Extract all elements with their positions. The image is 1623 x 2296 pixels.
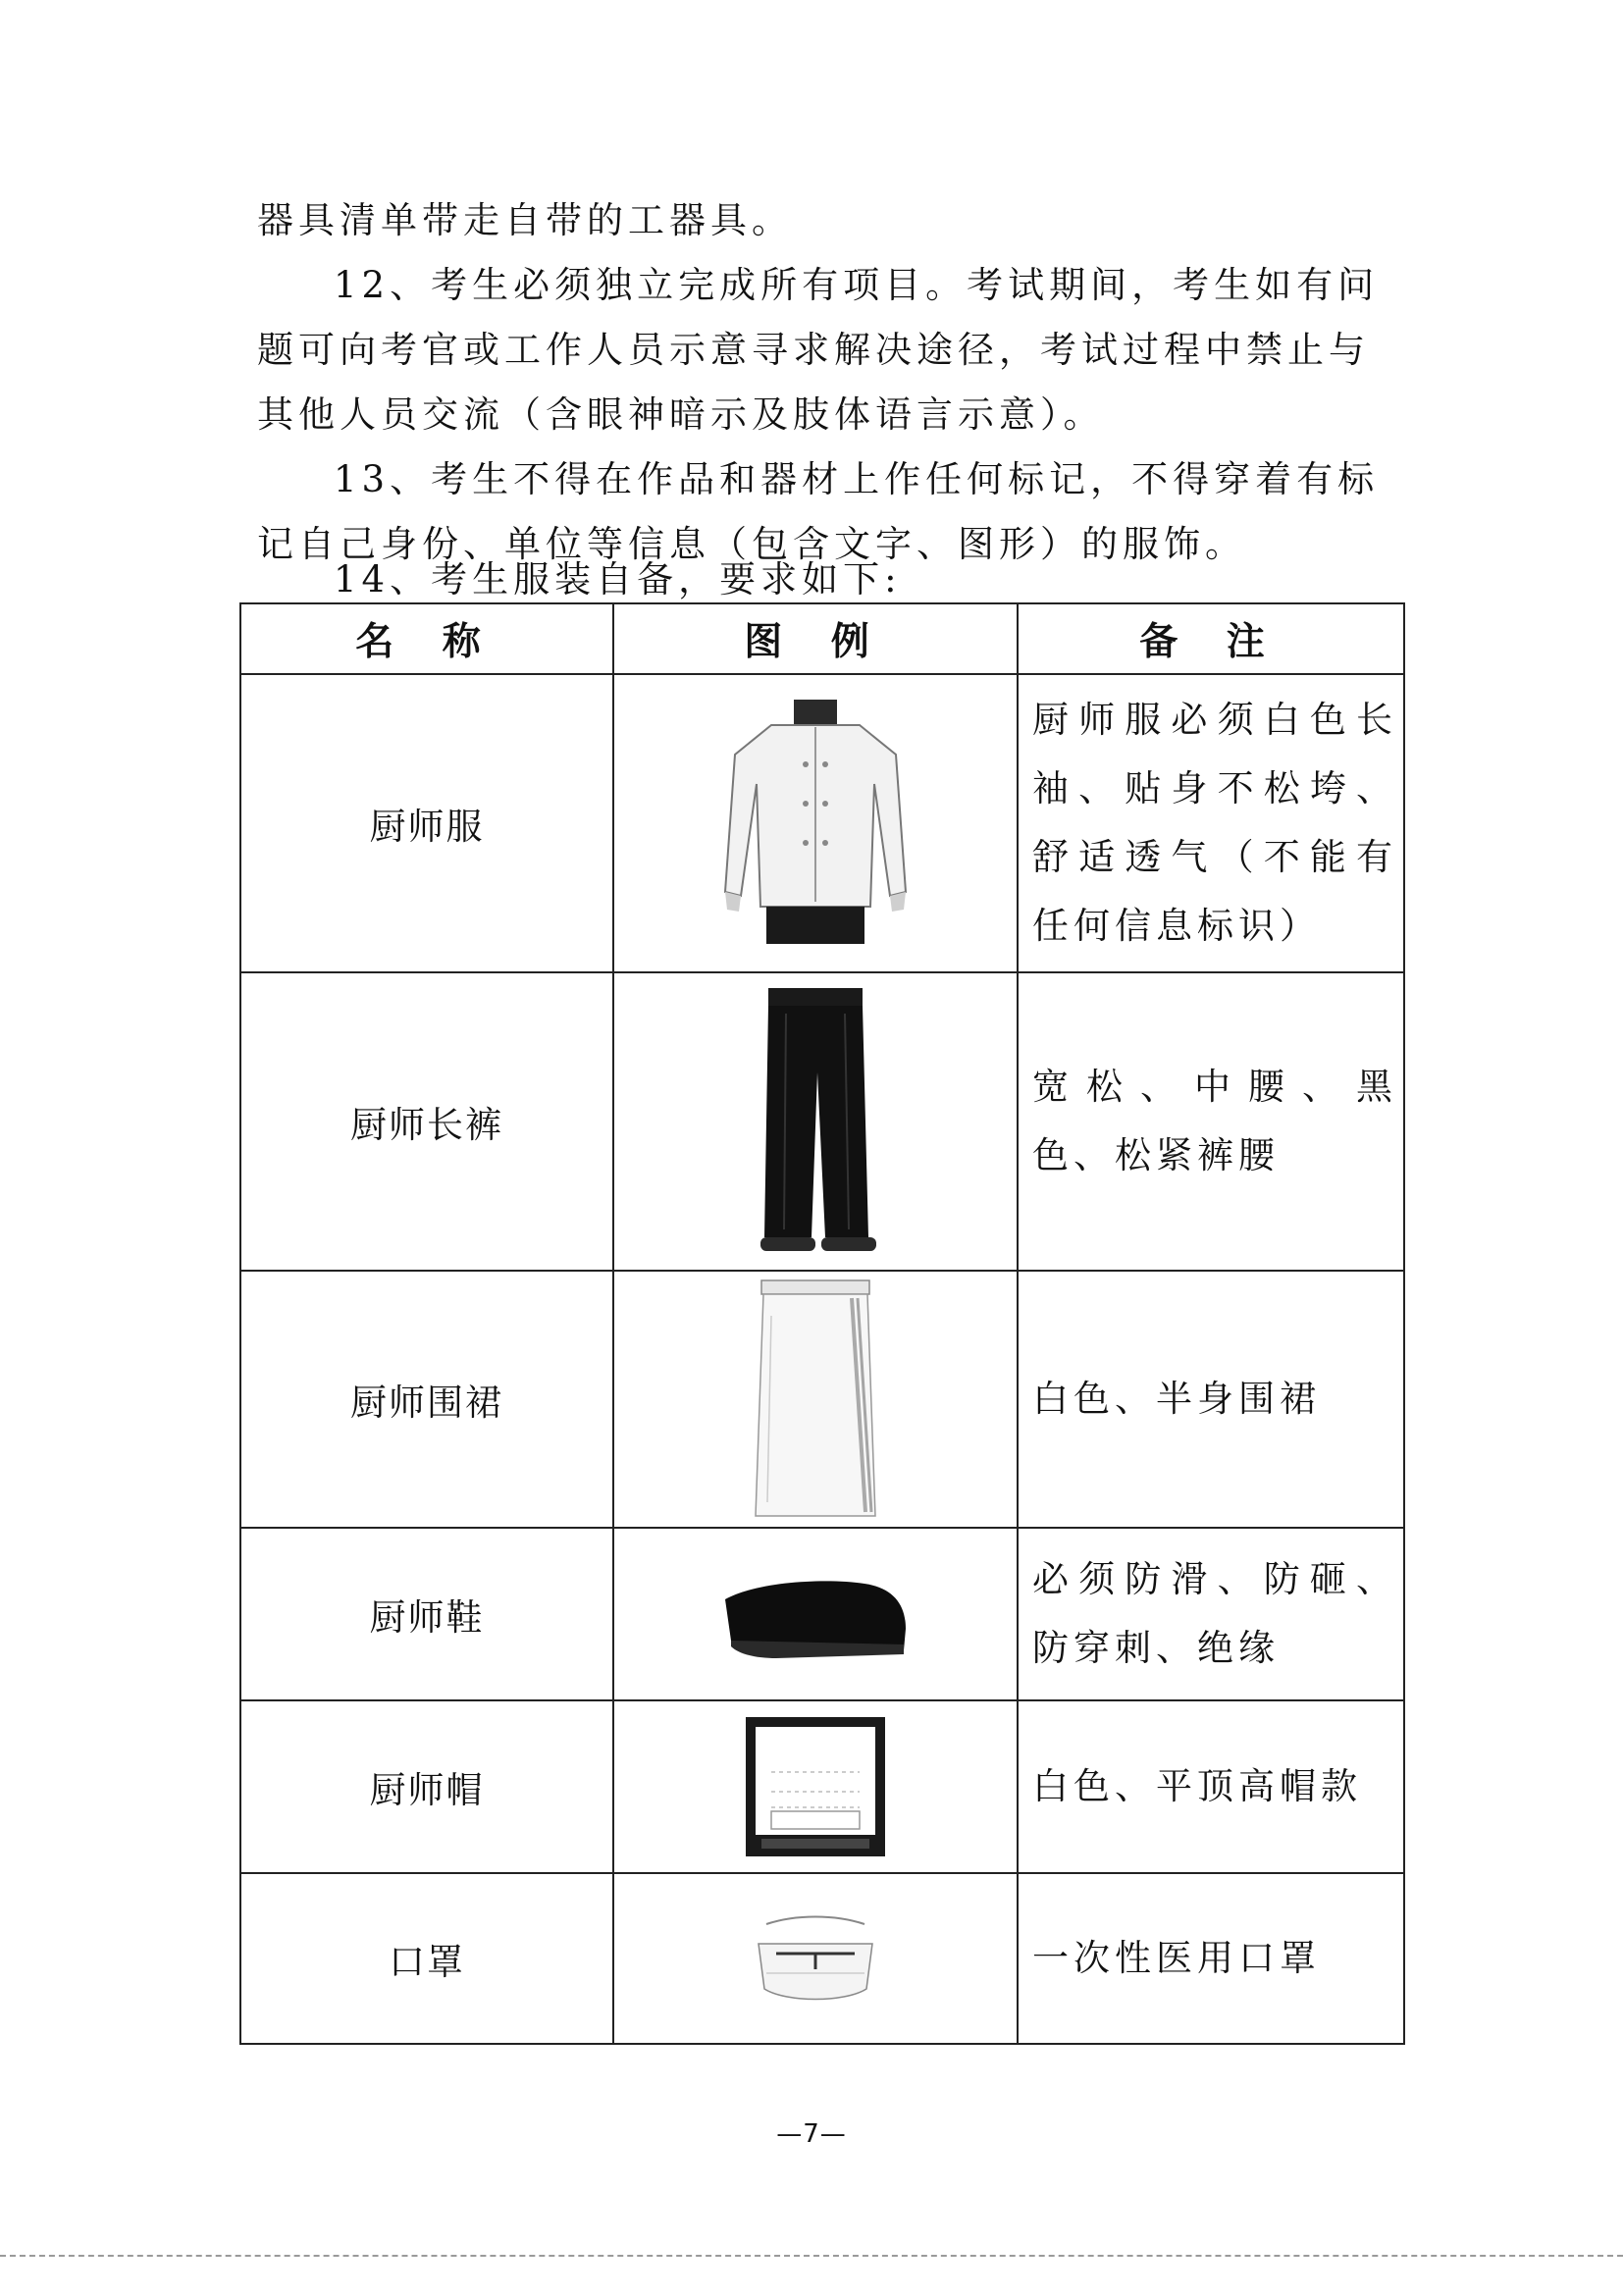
table-row	[240, 972, 1404, 1271]
chef-hat-icon	[742, 1713, 889, 1860]
item-note: 厨师服必须白色长袖、贴身不松垮、舒适透气（不能有任何信息标识）	[1018, 674, 1404, 972]
item-note: 宽松、中腰、黑色、松紧裤腰	[1018, 972, 1404, 1271]
chef-trousers-icon	[747, 984, 884, 1259]
table-row	[240, 1700, 1404, 1873]
header-note: 备 注	[1018, 603, 1404, 674]
chef-shoe-icon	[717, 1560, 914, 1668]
item-note: 白色、半身围裙	[1018, 1271, 1404, 1528]
table-row	[240, 1528, 1404, 1700]
face-mask-icon	[737, 1905, 894, 2012]
table-row	[240, 1271, 1404, 1528]
item-image	[613, 1528, 1018, 1700]
footer-divider	[0, 2255, 1623, 2257]
item-name: 厨师长裤	[240, 972, 613, 1271]
item-image	[613, 674, 1018, 972]
paragraph-13: 13、考生不得在作品和器材上作任何标记，不得穿着有标记自己身份、单位等信息（包含文字、图形）的服饰。	[257, 458, 1380, 565]
chef-apron-icon	[742, 1277, 889, 1522]
table-row	[240, 1873, 1404, 2044]
item-image	[613, 1873, 1018, 2044]
item-name: 厨师服	[240, 674, 613, 972]
table-header-row	[240, 603, 1404, 674]
header-name: 名 称	[240, 603, 613, 674]
item-note: 一次性医用口罩	[1018, 1873, 1404, 2044]
item-image	[613, 1700, 1018, 1873]
page-number: —7—	[776, 2119, 847, 2149]
item-note: 必须防滑、防砸、防穿刺、绝缘	[1018, 1528, 1404, 1700]
chef-jacket-icon	[717, 696, 914, 951]
item-name: 厨师鞋	[240, 1528, 613, 1700]
item-image	[613, 972, 1018, 1271]
item-name: 口罩	[240, 1873, 613, 2044]
uniform-requirements-table	[239, 602, 1405, 2045]
item-note: 白色、平顶高帽款	[1018, 1700, 1404, 1873]
item-name: 厨师围裙	[240, 1271, 613, 1528]
paragraph-12: 12、考生必须独立完成所有项目。考试期间，考生如有问题可向考官或工作人员示意寻求解决途径，考试过程中禁止与其他人员交流（含眼神暗示及肢体语言示意）。	[257, 264, 1380, 436]
item-image	[613, 1271, 1018, 1528]
paragraph-11-tail: 器具清单带走自带的工器具。	[257, 199, 793, 241]
header-image: 图 例	[613, 603, 1018, 674]
table-row	[240, 674, 1404, 972]
item-name: 厨师帽	[240, 1700, 613, 1873]
paragraph-14: 14、考生服装自备，要求如下:	[334, 558, 902, 600]
